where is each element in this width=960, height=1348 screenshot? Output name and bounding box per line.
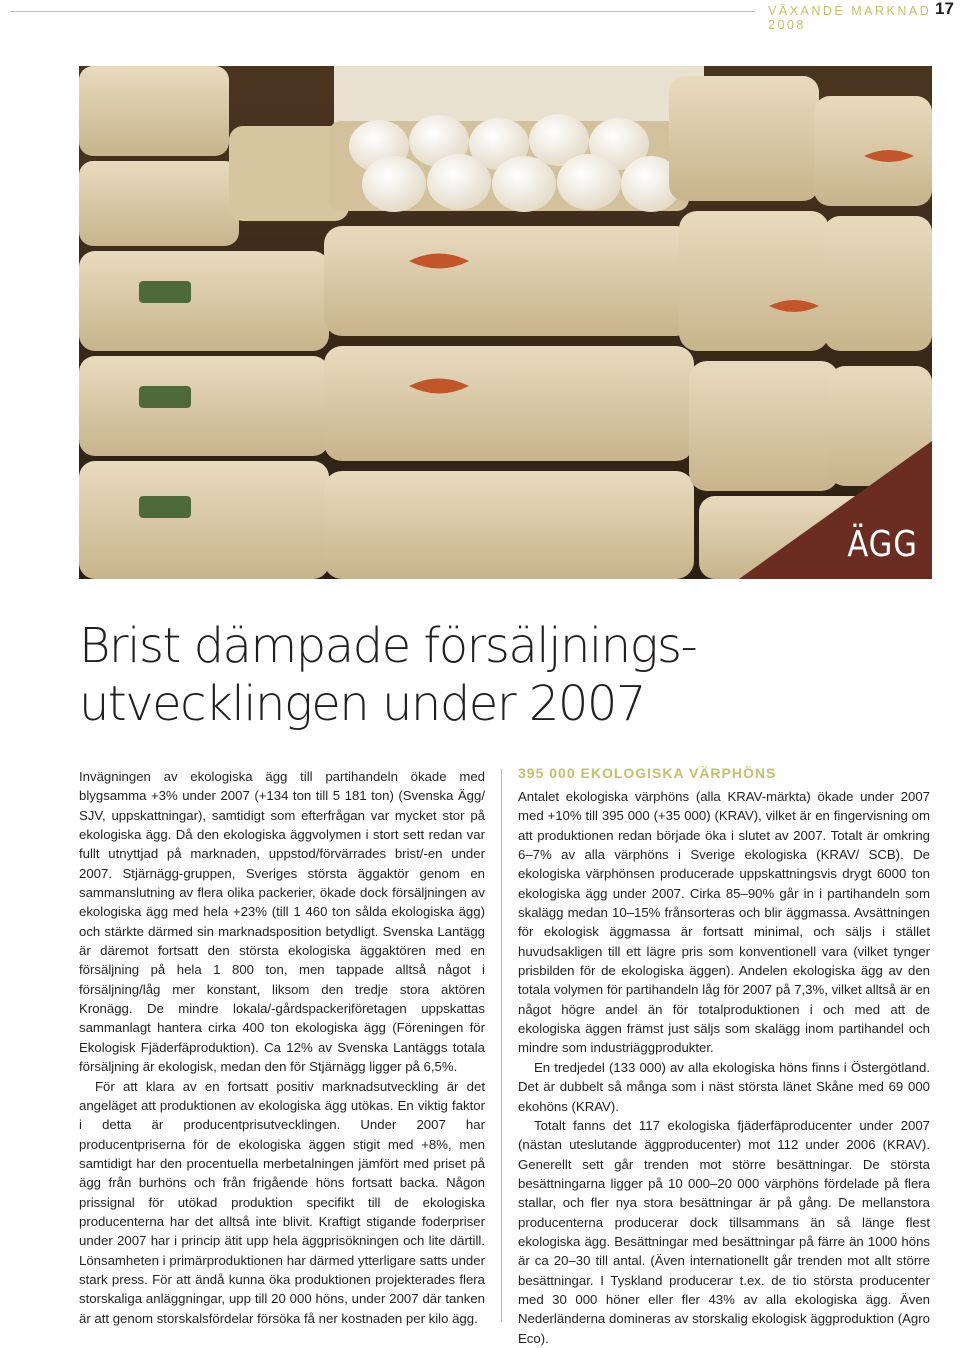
right-column bbox=[518, 787, 930, 1348]
open-egg-carton bbox=[329, 66, 704, 212]
article-title bbox=[79, 617, 779, 733]
title-line-1: Brist dämpade försäljnings- bbox=[79, 618, 697, 674]
left-carton-stack bbox=[79, 66, 349, 579]
egg-cartons-photo bbox=[79, 66, 932, 579]
right-paragraph-3: Totalt fanns det 117 ekologiska fjäderfäproducenter under 2007 (nästan uteslutande äggproducenter) mot 112 under 2006 (KRAV). Generellt sett går trenden mot större besättningar. De största besättningarna ligger på 10 000–20 000 värphöns fördelade på flera stallar, och fler nya stora besättningar är på gång. De mellanstora producenterna producerar dock tillsammans än så länge flest ekologiska ägg. Besättningar med besättningar på färre än 1000 höns är ca 20–30 till antal. (Även internationellt går trenden mot allt större besättningar. I Tyskland producerar t.ex. de tio största producenter med 30 000 höner eller fler 43% av alla ekologiska ägg. Även Nederländerna domineras av storskalig ekologisk äggproduktion (Agro Eco). bbox=[518, 1117, 930, 1346]
right-paragraph-1: Antalet ekologiska värphöns (alla KRAV-märkta) ökade under 2007 med +10% till 395 000 (+35 000) (KRAV), vilket är en fingervisning om att produktionen redan började öka i slutet av 2007. Totalt är omkring 6–7% av alla värphöns i Sverige ekologiska (KRAV/ SCB). De ekologiska värphönsen producerade uppskattningsvis drygt 6000 ton ekologiska ägg under 2007. Cirka 85–90% går in i partihandeln som skalägg medan 10–15% frånsorteras och blir äggmassa. Avsättningen för ekologisk äggmassa är fortsatt minimal, och säljs i stället huvudsakligen till ett lägre pris som konventionell vara (vilket tynger prisbilden för de ekologiska äggen). Andelen ekologiska ägg av den totala volymen för partihandeln låg för 2007 på 7,3%, vilket alltså är en något högre andel än för totalproduktionen i och med att de ekologiska äggen främst just säljs som skalägg inom partihandel och mindre som industriäggprodukter. bbox=[518, 789, 930, 1056]
side-heading: 395 000 EKOLOGISKA VÄRPHÖNS bbox=[518, 765, 777, 781]
column-divider bbox=[501, 769, 502, 1322]
left-column bbox=[79, 767, 485, 1328]
left-paragraph-1: Invägningen av ekologiska ägg till partihandeln ökade med blygsamma +3% under 2007 (+134 ton till 5 181 ton) (Svenska Ägg/ SJV, uppskattningar), samtidigt som efterfrågan var mycket stor på ekologiska ägg. Då den ekologiska äggvolymen i stort sett redan var fullt utnyttjad på marknaden, uppstod/förvärrades brist/-en under 2007. Stjärnägg-gruppen, Sveriges största äggaktör genom en sammanslutning av flera olika packerier, ökade dock försäljningen av ekologiska ägg med hela +23% (till 1 460 ton sålda ekologiska ägg) och stärkte därmed sin marknadsposition betydligt. Svenska Lantägg är däremot fortsatt den största ekologiska äggaktören med en försäljning på hela 1 800 ton, men tappade alltså något i försäljning/låg mer konstant, liksom den tredje stora aktören Kronägg. De mindre lokala/-gårdspackeriföretagen uppskattas sammanlagt hantera cirka 400 ton ekologiska ägg (Föreningen för Ekologisk Fjäderfäproduktion). Ca 12% av Svenska Lantäggs totala försäljning är ekologisk, medan den för Stjärnägg ligger på 6,5%. bbox=[79, 769, 485, 1075]
title-line-2: utvecklingen under 2007 bbox=[79, 676, 645, 732]
left-paragraph-2: För att klara av en fortsatt positiv marknadsutveckling är det angeläget att produktionen av ekologiska ägg utökas. En viktig faktor i detta är producentprisutvecklingen. Under 2007 har producentpriserna för de ekologiska äggen stigit med +8%, men samtidigt har den procentuella merbetalningen jämfört med priset på ägg från burhöns och från frigående höns fortsatt backa. Någon prissignal för utökad produktion specifikt till de ekologiska producenterna har det alltså inte blivit. Kraftigt stigande foderpriser under 2007 har i princip ätit upp hela äggprisökningen och lite därtill. Lönsamheten i primärproduktionen har därmed ytterligare satts under stark press. För att ändå kunna öka produktionen projekterades flera storskaliga anläggningar, upp till 20 000 höns, under 2007 där tanken är att genom storskalsfördelar försöka få ner kostnaden per kilo ägg. bbox=[79, 1078, 485, 1326]
right-paragraph-2: En tredjedel (133 000) av alla ekologiska höns finns i Östergötland. Det är dubbelt så många som i näst största länet Skåne med 69 000 ekohöns (KRAV). bbox=[518, 1059, 930, 1114]
category-label: ÄGG bbox=[847, 524, 918, 565]
section-title: VÄXANDE MARKNAD 2008 bbox=[768, 4, 932, 32]
egg-cartons-illustration bbox=[79, 66, 932, 579]
page-number: 17 bbox=[935, 0, 954, 18]
header-rule bbox=[10, 11, 755, 12]
middle-carton-stack bbox=[324, 226, 694, 579]
